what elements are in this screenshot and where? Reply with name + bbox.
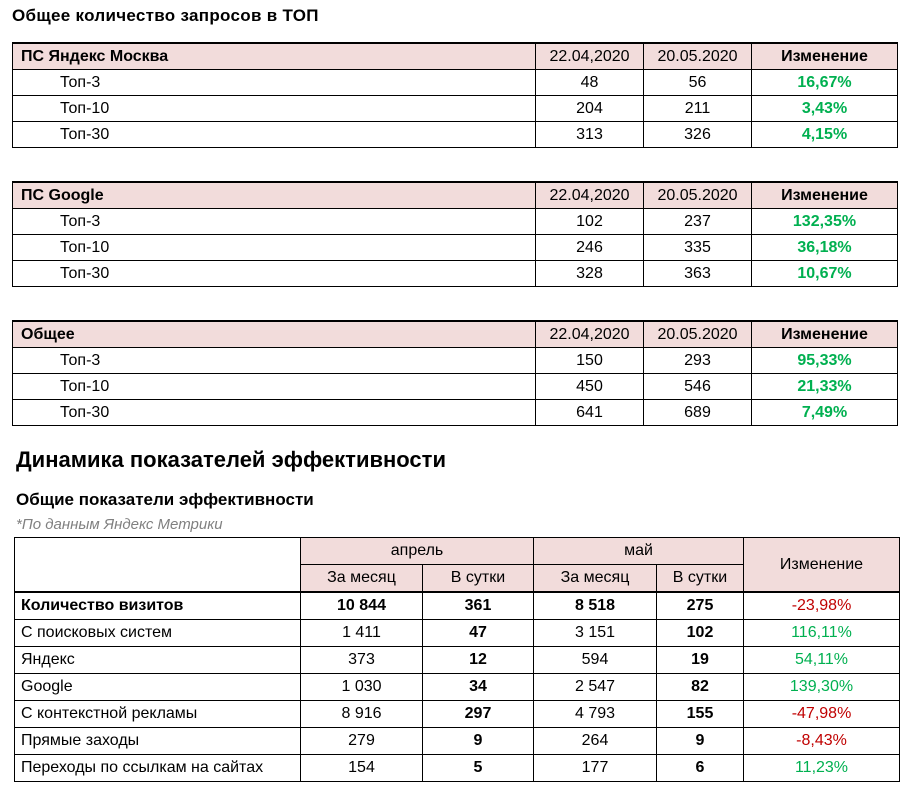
table-row	[15, 647, 900, 674]
april-month-value: 279	[301, 728, 423, 755]
table-row	[15, 674, 900, 701]
row-label: Топ-10	[13, 96, 536, 122]
change-value: -23,98%	[744, 592, 900, 620]
row-label: Топ-3	[13, 209, 536, 235]
search-engine-label: Общее	[13, 321, 536, 348]
may-month-value: 594	[534, 647, 657, 674]
april-day-value: 5	[423, 755, 534, 782]
search-engine-label: ПС Яндекс Москва	[13, 43, 536, 70]
april-month-value: 8 916	[301, 701, 423, 728]
section-title: Динамика показателей эффективности	[16, 447, 446, 472]
date2-header: 20.05.2020	[644, 182, 752, 209]
change-value: 11,23%	[744, 755, 900, 782]
may-day-value: 6	[657, 755, 744, 782]
table-row	[13, 374, 898, 400]
may-month-value: 177	[534, 755, 657, 782]
value-date1: 313	[536, 122, 644, 148]
change-value: 54,11%	[744, 647, 900, 674]
metric-name: Количество визитов	[15, 592, 301, 620]
table-row	[13, 235, 898, 261]
table-row	[15, 728, 900, 755]
date1-header: 22.04,2020	[536, 43, 644, 70]
table-row	[15, 592, 900, 620]
row-label: Топ-30	[13, 400, 536, 426]
value-date1: 641	[536, 400, 644, 426]
value-date2: 293	[644, 348, 752, 374]
april-month-value: 10 844	[301, 592, 423, 620]
may-header: май	[534, 538, 744, 565]
table-row	[15, 755, 900, 782]
value-date1: 204	[536, 96, 644, 122]
may-day-value: 102	[657, 620, 744, 647]
change-value: 116,11%	[744, 620, 900, 647]
table-header-row	[15, 538, 900, 565]
value-date1: 48	[536, 70, 644, 96]
value-date2: 211	[644, 96, 752, 122]
change-header: Изменение	[744, 538, 900, 593]
change-value: 95,33%	[752, 348, 898, 374]
value-date2: 546	[644, 374, 752, 400]
row-label: Топ-10	[13, 235, 536, 261]
april-day-value: 12	[423, 647, 534, 674]
change-value: -8,43%	[744, 728, 900, 755]
date2-header: 20.05.2020	[644, 43, 752, 70]
value-date1: 102	[536, 209, 644, 235]
source-note: *По данным Яндекс Метрики	[16, 516, 223, 533]
table-row	[13, 70, 898, 96]
may-day-value: 155	[657, 701, 744, 728]
value-date1: 246	[536, 235, 644, 261]
table-row	[13, 209, 898, 235]
value-date2: 56	[644, 70, 752, 96]
change-value: -47,98%	[744, 701, 900, 728]
change-value: 7,49%	[752, 400, 898, 426]
header-empty-cell	[15, 538, 301, 593]
metric-name: Яндекс	[15, 647, 301, 674]
may-day-value: 82	[657, 674, 744, 701]
metric-name: С контекстной рекламы	[15, 701, 301, 728]
april-day-value: 34	[423, 674, 534, 701]
table-header-row	[13, 43, 898, 70]
april-day-value: 297	[423, 701, 534, 728]
april-header: апрель	[301, 538, 534, 565]
page-title: Общее количество запросов в ТОП	[12, 6, 319, 25]
row-label: Топ-10	[13, 374, 536, 400]
change-header: Изменение	[752, 43, 898, 70]
april-month-value: 154	[301, 755, 423, 782]
yandex-top-table	[12, 42, 898, 148]
may-day-value: 275	[657, 592, 744, 620]
row-label: Топ-30	[13, 122, 536, 148]
date1-header: 22.04,2020	[536, 182, 644, 209]
april-day-value: 47	[423, 620, 534, 647]
table-row	[15, 701, 900, 728]
may-month-value: 8 518	[534, 592, 657, 620]
april-month-value: 373	[301, 647, 423, 674]
april-per-month-header: За месяц	[301, 565, 423, 593]
date2-header: 20.05.2020	[644, 321, 752, 348]
value-date2: 335	[644, 235, 752, 261]
change-value: 36,18%	[752, 235, 898, 261]
may-day-value: 9	[657, 728, 744, 755]
value-date1: 328	[536, 261, 644, 287]
table-header-row	[13, 321, 898, 348]
april-per-day-header: В сутки	[423, 565, 534, 593]
april-day-value: 9	[423, 728, 534, 755]
change-value: 3,43%	[752, 96, 898, 122]
may-day-value: 19	[657, 647, 744, 674]
may-month-value: 264	[534, 728, 657, 755]
table-row	[13, 400, 898, 426]
change-value: 139,30%	[744, 674, 900, 701]
google-top-table	[12, 181, 898, 287]
may-month-value: 3 151	[534, 620, 657, 647]
april-day-value: 361	[423, 592, 534, 620]
metric-name: Прямые заходы	[15, 728, 301, 755]
may-month-value: 4 793	[534, 701, 657, 728]
metric-name: Переходы по ссылкам на сайтах	[15, 755, 301, 782]
section-subtitle: Общие показатели эффективности	[16, 490, 314, 509]
change-value: 4,15%	[752, 122, 898, 148]
may-per-month-header: За месяц	[534, 565, 657, 593]
april-month-value: 1 411	[301, 620, 423, 647]
overall-top-table	[12, 320, 898, 426]
row-label: Топ-3	[13, 348, 536, 374]
change-value: 10,67%	[752, 261, 898, 287]
metric-name: С поисковых систем	[15, 620, 301, 647]
table-row	[13, 96, 898, 122]
table-header-row	[13, 182, 898, 209]
metric-name: Google	[15, 674, 301, 701]
change-value: 16,67%	[752, 70, 898, 96]
may-month-value: 2 547	[534, 674, 657, 701]
table-row	[13, 348, 898, 374]
value-date2: 326	[644, 122, 752, 148]
change-value: 21,33%	[752, 374, 898, 400]
change-value: 132,35%	[752, 209, 898, 235]
april-month-value: 1 030	[301, 674, 423, 701]
change-header: Изменение	[752, 321, 898, 348]
value-date1: 450	[536, 374, 644, 400]
value-date1: 150	[536, 348, 644, 374]
row-label: Топ-3	[13, 70, 536, 96]
search-engine-label: ПС Google	[13, 182, 536, 209]
table-row	[13, 261, 898, 287]
date1-header: 22.04,2020	[536, 321, 644, 348]
value-date2: 689	[644, 400, 752, 426]
row-label: Топ-30	[13, 261, 536, 287]
may-per-day-header: В сутки	[657, 565, 744, 593]
table-row	[13, 122, 898, 148]
value-date2: 363	[644, 261, 752, 287]
change-header: Изменение	[752, 182, 898, 209]
value-date2: 237	[644, 209, 752, 235]
table-row	[15, 620, 900, 647]
efficiency-table	[14, 537, 900, 782]
